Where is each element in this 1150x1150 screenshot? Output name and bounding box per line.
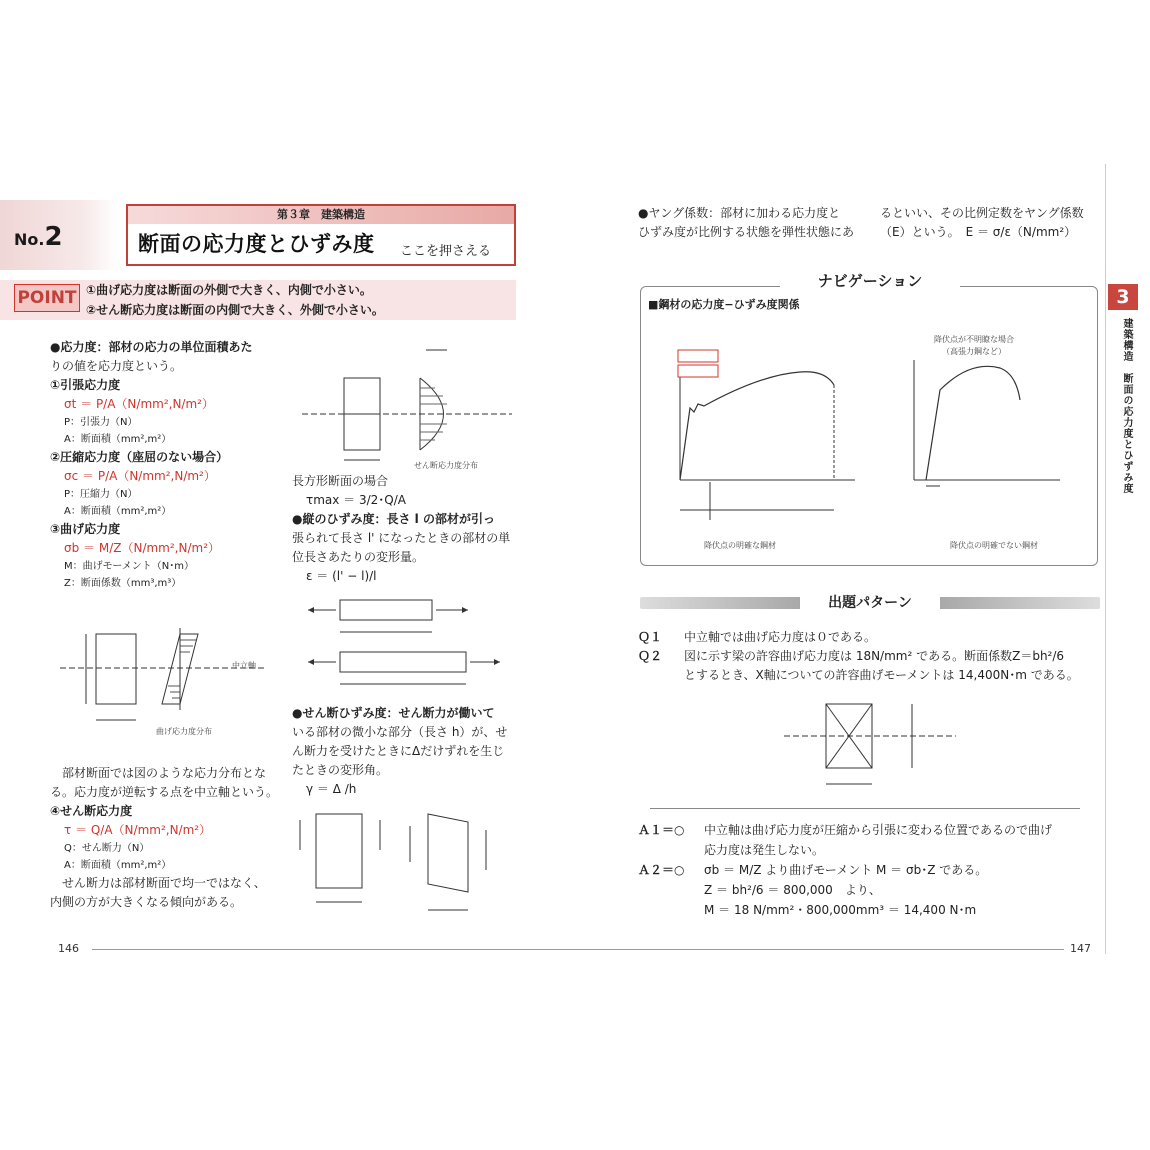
neutral-axis-label: 中立軸: [232, 661, 256, 670]
a2-text-c: M ＝ 18 N/mm²・800,000mm³ ＝ 14,400 N･m: [704, 903, 977, 917]
a1-label: Ａ１＝○: [638, 823, 685, 837]
shear-strain-heading: ●せん断ひずみ度：せん断力が働いて: [292, 706, 495, 720]
q1-row: [638, 628, 1100, 647]
side-line: [1105, 164, 1106, 954]
left-column-lower: [50, 764, 282, 912]
shear-strain-formula: γ ＝ Δ /h: [306, 782, 357, 796]
compression-p: P：圧縮力（N）: [64, 489, 138, 500]
section-number: No.2: [14, 222, 63, 252]
young-heading: ●ヤング係数：部材に加わる応力度と: [638, 206, 841, 220]
bending-note-2: る。応力度が逆転する点を中立軸という。: [50, 785, 279, 799]
shear-stress-diagram: [292, 338, 517, 466]
footer-line: [92, 949, 1064, 950]
shear-strain-diagram: [292, 800, 514, 920]
middle-column: [292, 472, 518, 586]
chapter-tab: 3: [1108, 284, 1138, 310]
q2-text-a: 図に示す梁の許容曲げ応力度は 18N/mm² である。断面係数Z＝bh²/6: [684, 649, 1065, 663]
a2-text-a: σb ＝ M/Z より曲げモーメント M ＝ σb･Z である。: [704, 863, 988, 877]
shear-strain-text-3: ん断力を受けたときにΔだけずれを生じ: [292, 744, 505, 758]
nav-right-note-2: （高張力鋼など）: [942, 347, 1006, 356]
a1-text-b: 応力度は発生しない。: [704, 843, 825, 857]
middle-column-lower: [292, 704, 518, 799]
bending-figure-caption: 曲げ応力度分布: [156, 727, 212, 736]
questions: [638, 628, 1100, 685]
bending-z: Z：断面係数（mm³,m³）: [64, 578, 182, 589]
bending-formula: σb ＝ M/Z（N/mm²,N/m²）: [64, 541, 221, 555]
shear-q: Q：せん断力（N）: [64, 843, 150, 854]
tension-p: P：引張力（N）: [64, 417, 138, 428]
q1-label: Ｑ１: [638, 630, 663, 644]
a1-row: [638, 820, 1100, 840]
navigation-title: ナビゲーション: [780, 270, 960, 291]
strain-diagram: [300, 590, 510, 700]
shear-strain-text-2: いる部材の微小な部分（長さ h）が、せ: [292, 725, 508, 739]
compression-a: A：断面積（mm²,m²）: [64, 506, 172, 517]
shear-formula: τ ＝ Q/A（N/mm²,N/m²）: [64, 823, 212, 837]
point-line-2: ②せん断応力度は断面の内側で大きく、外側で小さい。: [86, 303, 384, 317]
bending-heading: ③曲げ応力度: [50, 522, 121, 536]
chapter-label: 第３章 建築構造: [128, 206, 514, 224]
stress-text: りの値を応力度という。: [50, 359, 183, 373]
rect-formula: τmax ＝ 3/2･Q/A: [306, 493, 407, 507]
bending-note-1: 部材断面では図のような応力分布とな: [62, 766, 267, 780]
young-text-3: るといい、その比例定数をヤング係数: [880, 206, 1084, 220]
q2-row: [638, 647, 1100, 666]
a2-label: Ａ２＝○: [638, 863, 685, 877]
stress-heading: ●応力度：部材の応力の単位面積あた: [50, 340, 253, 354]
a1-text-a: 中立軸は曲げ応力度が圧縮から引張に変わる位置であるので曲げ: [704, 823, 1053, 837]
shear-note-1: せん断力は部材断面で均一ではなく、: [62, 876, 266, 890]
point-line-1: ①曲げ応力度は断面の外側で大きく、内側で小さい。: [86, 283, 372, 297]
strain-heading: ●縦のひずみ度：長さ l の部材が引っ: [292, 512, 495, 526]
q2-text-b: とするとき、X軸についての許容曲げモーメントは 14,400N･m である。: [684, 668, 1079, 682]
young-text-4: （E）という。 E ＝ σ/ε（N/mm²）: [880, 225, 1077, 239]
compression-heading: ②圧縮応力度（座屈のない場合）: [50, 450, 229, 464]
right-page-number: 147: [1070, 942, 1091, 955]
young-col-2: [880, 204, 1104, 242]
tension-formula: σt ＝ P/A（N/mm²,N/m²）: [64, 397, 214, 411]
stress-strain-diagram: [650, 320, 1090, 536]
chapter-tab-text: 建築構造 断面の応力度とひずみ度: [1121, 318, 1132, 494]
shear-strain-text-4: たときの変形角。: [292, 763, 389, 777]
answer-separator: [650, 808, 1080, 809]
a2-text-b: Z ＝ bh²/6 ＝ 800,000 より、: [704, 883, 881, 897]
shear-heading: ④せん断応力度: [50, 804, 133, 818]
point-label: POINT: [14, 284, 80, 312]
strain-text-2: 張られて長さ l' になったときの部材の単: [292, 531, 511, 545]
shear-note-2: 内側の方が大きくなる傾向がある。: [50, 895, 243, 909]
beam-section-diagram: [770, 696, 970, 796]
nav-right-note-1: 降伏点が不明瞭な場合: [934, 335, 1014, 344]
tension-heading: ①引張応力度: [50, 378, 121, 392]
left-page-number: 146: [58, 942, 79, 955]
q2-label: Ｑ２: [638, 649, 663, 663]
bending-m: M：曲げモーメント（N･m）: [64, 561, 194, 572]
q1-text: 中立軸では曲げ応力度は０である。: [684, 630, 877, 644]
left-column: [50, 338, 282, 592]
strain-text-3: 位長さあたりの変形量。: [292, 550, 425, 564]
a2-row: [638, 860, 1100, 880]
tension-a: A：断面積（mm²,m²）: [64, 434, 172, 445]
young-text-2: ひずみ度が比例する状態を弾性状態にあ: [638, 225, 855, 239]
answers: [638, 820, 1100, 920]
nav-right-caption: 降伏点の明確でない鋼材: [950, 541, 1038, 550]
rect-heading: 長方形断面の場合: [292, 474, 389, 488]
compression-formula: σc ＝ P/A（N/mm²,N/m²）: [64, 469, 216, 483]
young-col-1: [638, 204, 868, 242]
strain-formula: ε ＝ (l' − l)/l: [306, 569, 377, 583]
navigation-subtitle: ■鋼材の応力度−ひずみ度関係: [648, 298, 800, 311]
page-title: 断面の応力度とひずみ度: [138, 232, 375, 256]
nav-left-caption: 降伏点の明確な鋼材: [704, 541, 776, 550]
page-subtitle: ここを押さえる: [400, 244, 492, 259]
question-title: 出題パターン: [800, 592, 940, 612]
point-text: [86, 280, 384, 320]
shear-figure-caption: せん断応力度分布: [414, 461, 478, 470]
shear-a: A：断面積（mm²,m²）: [64, 860, 172, 871]
